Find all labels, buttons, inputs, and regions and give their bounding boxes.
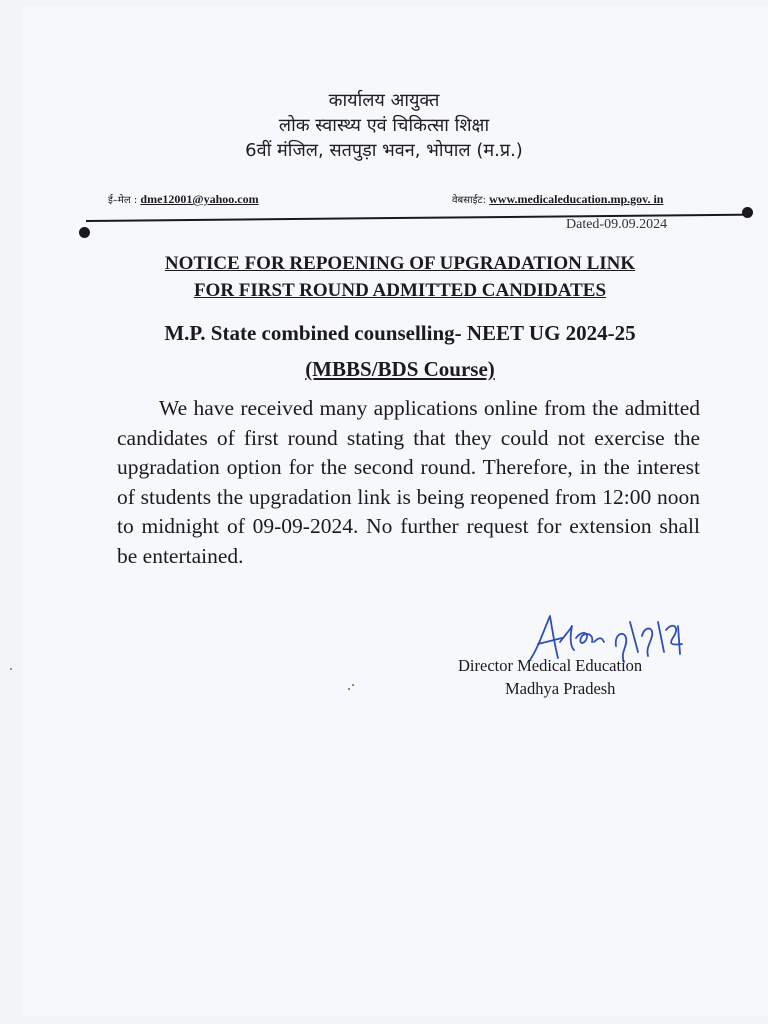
notice-date: Dated-09.09.2024 [566,217,668,232]
notice-subtitle [80,315,720,387]
email-contact [108,192,259,207]
email-link[interactable]: dme12001@yahoo.com [140,192,259,206]
signatory-block [458,654,698,700]
header-line-address: 6वीं मंजिल, सतपुड़ा भवन, भोपाल (म.प्र.) [245,140,523,161]
divider-end-dot-left [79,227,90,238]
subtitle-course: (MBBS/BDS Course) [305,357,495,381]
header-line-office: कार्यालय आयुक्त [328,90,440,111]
scan-speck [348,688,350,690]
divider-end-dot-right [742,207,753,218]
subtitle-counselling: M.P. State combined counselling- NEET UG 2024-25 [164,321,636,345]
scan-speck [10,668,12,670]
website-contact [452,192,663,207]
notice-title-line-2: FOR FIRST ROUND ADMITTED CANDIDATES [193,280,607,301]
signatory-state: Madhya Pradesh [505,679,616,698]
website-link[interactable]: www.medicaleducation.mp.gov. in [489,192,664,206]
website-label: वेबसाईट: [452,195,490,206]
notice-title [100,250,700,304]
notice-title-line-1: NOTICE FOR REPOENING OF UPGRADATION LINK [164,253,636,274]
notice-body: We have received many applications online from the admitted candidates of first round stating that they could not exercise the upgradation option for the second round. Therefore, in the interest of students the upgradation link is being reopened from 12:00 noon to midnight of 09-09-2024. No further request for extension shall be entertained. [117,396,700,568]
scan-speck [352,684,354,686]
signatory-title: Director Medical Education [458,656,643,675]
email-label: ई–मेल : [108,195,141,206]
header-line-department: लोक स्वास्थ्य एवं चिकित्सा शिक्षा [278,115,490,136]
office-header [0,88,768,163]
